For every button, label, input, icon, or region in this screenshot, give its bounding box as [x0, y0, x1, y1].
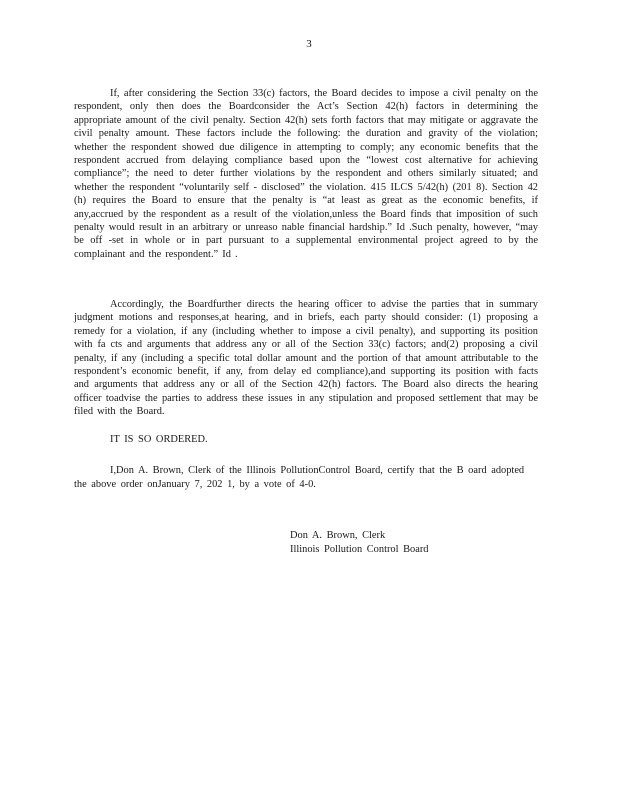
- page-number: 3: [306, 38, 312, 50]
- paragraph-civil-penalty-factors: [74, 87, 538, 261]
- clerk-certification: I,Don A. Brown, Clerk of the Illinois PollutionControl Board, certify that the B oard adopted the above order onJanuary 7, 202 1, by a vote of 4-0.: [74, 465, 525, 490]
- paragraph-hearing-officer-directions: [74, 298, 538, 419]
- signature-name-title: Don A. Brown, Clerk: [290, 530, 386, 541]
- paragraph-text: Accordingly, the Boardfurther directs the hearing officer to advise the parties that in summary judgment motions and responses,at hearing, and in briefs, each party should consider: (1) proposing a remedy for a violation, if any (including whether to impose a civil penalty), and supporting its position with fa cts and arguments that address any or all of the Section 33(c) factors; and(2) proposing a civil penalty, if any (including a specific total dollar amount and the portion of that amount attributable to the respondent’s economic benefit, if any, from delay ed compliance),and supporting its position with facts and arguments that address any or all of the Section 42(h) factors. The Board also directs the hearing officer toadvise the parties to address these issues in any stipulation and proposed settlement that may be filed with the Board.: [74, 299, 538, 418]
- paragraph-text: If, after considering the Section 33(c) factors, the Board decides to impose a civil penalty on the respondent, only then does the Boardconsider the Act’s Section 42(h) factors in determining the appropriate amount of the civil penalty. Section 42(h) sets forth factors that may mitigate or aggravate the civil penalty amount. These factors include the following: the duration and gravity of the violation; whether the respondent showed due diligence in attempting to comply; any economic benefits that the respondent accrued from delaying compliance based upon the “lowest cost alternative for achieving compliance”; the need to deter further violations by the respondent and others similarly situated; and whether the respondent “voluntarily self - disclosed” the violation. 415 ILCS 5/42(h) (201 8). Section 42 (h) requires the Board to ensure that the penalty is “at least as great as the economic benefits, if any,accrued by the respondent as a result of the violation,unless the Board finds that imposition of such penalty would result in an arbitrary or unreaso nable financial hardship.” Id .Such penalty, however, “may be off -set in whole or in part pursuant to a supplemental environmental project agreed to by the complainant and the respondent.” Id .: [74, 88, 538, 260]
- signature-block: [290, 529, 429, 557]
- signature-organization: Illinois Pollution Control Board: [290, 544, 429, 555]
- order-statement: IT IS SO ORDERED.: [110, 434, 208, 445]
